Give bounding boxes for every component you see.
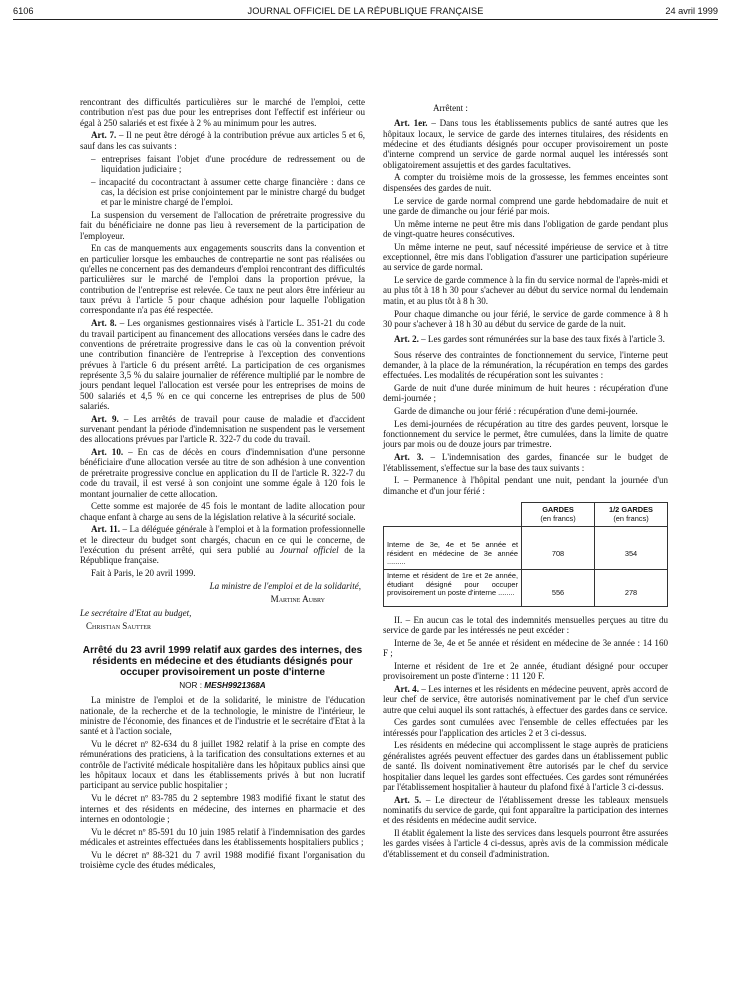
article-label: Art. 2. (394, 334, 419, 345)
signatory-name: Martine Aubry (270, 593, 325, 604)
paragraph: Le service de garde commence à la fin du service normal de l'après-midi et au plus tôt à 18 h 30 pour s'achever au début du service normal du lendemain matin, et au plus tôt à 8 h 30. (383, 275, 668, 306)
paragraph: En cas de manquements aux engagements souscrits dans la convention et en particulier lorsque les embauches de contrepartie ne sont pas réalisées ou qu'elles ne concernent pas des demandeurs d'emploi rencontrant des difficultés particulières sur le marché de l'emploi dans la proportion prévue, la contribution de l'entreprise est relevée. Ce taux ne peut alors être inférieur au taux prévu à l'article 5 pour chaque adhésion pour laquelle l'obligation correspondante n'a pas été respectée. (80, 243, 365, 316)
article-4 (383, 684, 668, 715)
paragraph: Il établit également la liste des services dans lesquels pourront être assurées les gardes visées à l'article 4 ci-dessus, après avis de la commission médicale d'établissement et du conseil d'administration. (383, 828, 668, 859)
paragraph: A compter du troisième mois de la grossesse, les femmes enceintes sont dispensées des gardes de nuit. (383, 172, 668, 193)
table-row (384, 569, 668, 606)
table-row (384, 527, 668, 570)
paragraph: Un même interne ne peut, sauf nécessité impérieuse de service et à titre exceptionnel, être mis dans l'obligation d'assurer une participation supérieure au service de garde normal. (383, 241, 668, 273)
journal-title: JOURNAL OFFICIEL DE LA RÉPUBLIQUE FRANÇAISE (247, 6, 484, 16)
article-text: – L'indemnisation des gardes, financée sur le budget de l'établissement, s'effectue sur la base des taux suivants : (383, 452, 668, 473)
article-text: – Les internes et les résidents en médecine peuvent, après accord de leur chef de service, être autorisés nominativement par le chef d'un service autre que celui auquel ils sont rattachés, à effectuer des gardes dans ce service. (383, 683, 668, 715)
table-cell-value: 278 (595, 569, 668, 606)
paragraph: Sous réserve des contraintes de fonctionnement du service, l'interne peut demander, à la place de la rémunération, la récupération en temps des gardes effectuées. Les modalités de récupération sont les suivantes : (383, 349, 668, 381)
article-9 (80, 414, 365, 445)
paragraph: rencontrant des difficultés particulières sur le marché de l'emploi, cette contribution n'est pas due pour les entreprises dont l'effectif est inférieur ou égal à 250 salariés et est fixée à 2 % au minimum pour les autres. (80, 97, 365, 128)
table-empty-header (384, 502, 522, 526)
table-cell-value: 354 (595, 527, 668, 570)
table-row-label: Interne de 3e, 4e et 5e année et résident en médecine de 3e année ......... (384, 527, 522, 570)
article-10 (80, 447, 365, 499)
paragraph: Garde de nuit d'une durée minimum de huit heures : récupération d'une demi-journée ; (383, 382, 668, 404)
paragraph: Les demi-journées de récupération au titre des gardes peuvent, lorsque le fonctionnement du service le permet, être cumulées, dans la limite de quatre jours par mois ou de douze jours par trimestre. (383, 418, 668, 450)
article-1 (383, 118, 668, 170)
article-text: – Les gardes sont rémunérées sur la base des taux fixés à l'article 3. (418, 334, 665, 345)
nor-reference (80, 681, 365, 691)
article-label: Art. 3. (394, 452, 424, 463)
list-item: – incapacité du cocontractant à assumer cette charge financière : dans ce cas, la décision est prise conjointement par le ministre chargé du budget et par le ministre chargé de l'emploi. (91, 176, 365, 208)
paragraph: La suspension du versement de l'allocation de préretraite progressive du fait du bénéficiaire ne donne pas lieu à reversement de la participation de l'employeur. (80, 210, 365, 241)
article-text: – Les organismes gestionnaires visés à l'article L. 351-21 du code du travail participent au financement des allocations versées dans le cadre des conventions de préretraite progressive dans le cas où la convention prévoit une contribution financière de l'entreprise à l'exception des conventions prévues à l'article 6 du présent arrêté. La participation de ces organismes représente 3,5 % du salaire journalier de référence multiplié par le nombre de jours pendant lequel l'allocation est versée pour les entreprises de moins de 500 salariés et 4,5 % en ce qui concerne les entreprises de plus de 500 salariés. (80, 318, 366, 411)
table-cell-value: 556 (522, 569, 595, 606)
article-text: de la République française. (80, 545, 366, 566)
column-title: GARDES (542, 504, 574, 514)
column-title: 1/2 GARDES (609, 504, 653, 514)
paragraph: I. – Permanence à l'hôpital pendant une nuit, pendant la journée d'un dimanche et d'un jour férié : (383, 475, 668, 496)
paragraph: Pour chaque dimanche ou jour férié, le service de garde commence à 8 h 30 pour s'achever à 18 h 30 au début du service de garde de la nuit. (383, 308, 668, 329)
paragraph: Vu le décret nº 83-785 du 2 septembre 1983 modifié fixant le statut des internes et des résidents en médecine, des internes en pharmacie et des internes en odontologie ; (80, 793, 365, 824)
issue-date: 24 avril 1999 (665, 6, 718, 16)
garde-rates-table (383, 502, 668, 607)
header-rule (13, 19, 718, 20)
paragraph: Ces gardes sont cumulées avec l'ensemble de celles effectuées par les intéressés pour l'application des articles 2 et 3 ci-dessus. (383, 717, 668, 738)
table-header-row (384, 502, 668, 526)
article-label: Art. 7. (91, 130, 117, 141)
paragraph: Le service de garde normal comprend une garde hebdomadaire de nuit et une garde de dimanche ou jour férié par mois. (383, 195, 668, 216)
table-row-label: Interne et résident de 1re et 2e année, étudiant désigné pour occuper provisoirement un poste d'interne ........ (384, 569, 522, 606)
list-item: – entreprises faisant l'objet d'une procédure de redressement ou de liquidation judiciaire ; (91, 153, 365, 174)
article-text: – Le directeur de l'établissement dresse les tableaux mensuels nominatifs du service de garde, qui font apparaître la participation des internes et des résidents en médecine audit service. (383, 794, 669, 826)
article-label: Art. 5. (394, 794, 422, 805)
paragraph: Garde de dimanche ou jour férié : récupération d'une demi-journée. (394, 406, 638, 417)
paragraph: Les résidents en médecine qui accomplissent le stage auprès de praticiens généralistes agréés peuvent effectuer des gardes dans un établissement public de santé. Ils doivent nominativement être autorisés par le chef du service hospitalier dans lequel les gardes sont effectuées. Ces gardes sont rémunérées par l'établissement hospitalier à hauteur du plafond fixé à l'article 3 ci-dessus. (383, 740, 668, 792)
article-7 (80, 130, 365, 151)
signatory-role: La ministre de l'emploi et de la solidarité, (209, 580, 361, 591)
paragraph: Interne et résident de 1re et 2e année, étudiant désigné pour occuper provisoirement un poste d'interne : 11 120 F. (383, 660, 668, 682)
paragraph: Vu le décret nº 82-634 du 8 juillet 1982 relatif à la prise en compte des rémunérations des praticiens, à la tarification des consultations externes et au contrôle de l'activité médicale hospitalière dans les hôpitaux publics ainsi que les hôpitaux locaux et dans les établissements privés à but non lucratif participant au service public hospitalier ; (80, 739, 365, 791)
paragraph: La ministre de l'emploi et de la solidarité, le ministre de l'éducation nationale, de la recherche et de la technologie, le ministre de l'intérieur, le ministre de l'économie, des finances et de l'industrie et le secrétaire d'Etat à la santé et à l'action sociale, (80, 695, 365, 737)
paragraph: II. – En aucun cas le total des indemnités mensuelles perçues au titre du service de garde par les intéressés ne peut excéder : (383, 614, 668, 636)
article-label: Art. 4. (394, 683, 419, 694)
table-header-gardes (522, 502, 595, 526)
table-header-demi-gardes (595, 502, 668, 526)
signatory-name: Christian Sautter (86, 620, 151, 631)
nor-code: MESH9921368A (204, 680, 266, 690)
column-unit: (en francs) (540, 513, 576, 523)
paragraph: Vu le décret nº 85-591 du 10 juin 1985 relatif à l'indemnisation des gardes médicales et astreintes effectuées dans les établissements hospitaliers publics ; (80, 826, 365, 847)
article-5 (383, 795, 668, 826)
paragraph: Interne de 3e, 4e et 5e année et résident en médecine de 3e année : 14 160 F ; (383, 637, 668, 659)
article-2 (383, 334, 668, 344)
paragraph: Cette somme est majorée de 45 fois le montant de ladite allocation pour chaque enfant à charge au sens de la législation relative à la sécurité sociale. (80, 501, 365, 522)
article-label: Art. 8. (91, 318, 117, 329)
decree-title: Arrêté du 23 avril 1999 relatif aux gardes des internes, des résidents en médecine et des étudiants désignés pour occuper provisoirement un poste d'interne (82, 644, 363, 678)
paragraph: Vu le décret nº 88-321 du 7 avril 1988 modifié fixant l'organisation du troisième cycle des études médicales, (80, 849, 365, 871)
column-unit: (en francs) (613, 513, 649, 523)
article-text: – Dans tous les établissements publics de santé autres que les hôpitaux locaux, le service de garde des internes titulaires, des résidents en médecine et des étudiants désignés pour occuper provisoirement un poste d'interne comprend un service de garde normal auquel les intéressés sont obligatoirement assujettis et des gardes facultatives. (383, 118, 668, 170)
article-label: Art. 1er. (394, 118, 428, 129)
signatory-role: Le secrétaire d'Etat au budget, (80, 607, 192, 618)
article-text: – La déléguée générale à l'emploi et à la formation professionnelle et le directeur du budget sont chargés, chacun en ce qui le concerne, de l'exécution du présent arrêté, qui sera publié au (80, 524, 365, 555)
nor-label: NOR : (179, 680, 205, 690)
article-text: – Il ne peut être dérogé à la contribution prévue aux articles 5 et 6, sauf dans les cas suivants : (80, 130, 365, 151)
article-text: – Les arrêtés de travail pour cause de maladie et d'accident survenant pendant la période d'indemnisation ne suspendent pas le versement des allocations prévues par l'article R. 322-7 du code du travail. (80, 413, 365, 445)
article-label: Art. 11. (91, 524, 121, 535)
signing-place-date: Fait à Paris, le 20 avril 1999. (91, 568, 196, 579)
arretent-heading: Arrêtent : (433, 103, 468, 113)
page-header (13, 6, 718, 20)
paragraph: Un même interne ne peut être mis dans l'obligation de garde pendant plus de vingt-quatre heures consécutives. (383, 218, 668, 239)
left-column (80, 97, 365, 873)
table-cell-value: 708 (522, 527, 595, 570)
journal-ref: Journal officiel (279, 545, 339, 555)
article-3 (383, 452, 668, 473)
article-label: Art. 10. (91, 447, 124, 458)
article-8 (80, 318, 365, 411)
article-text: – En cas de décès en cours d'indemnisation d'une personne bénéficiaire d'une allocation versée au titre de son adhésion à une convention de préretraite progressive conclue en application du II de l'article R. 322-7 du code du travail, il est versé à son conjoint une somme égale à 120 fois le montant journalier de cette allocation. (80, 447, 365, 499)
article-label: Art. 9. (91, 413, 119, 424)
page-number: 6106 (13, 6, 34, 16)
right-column (383, 103, 668, 861)
article-11 (80, 524, 365, 565)
